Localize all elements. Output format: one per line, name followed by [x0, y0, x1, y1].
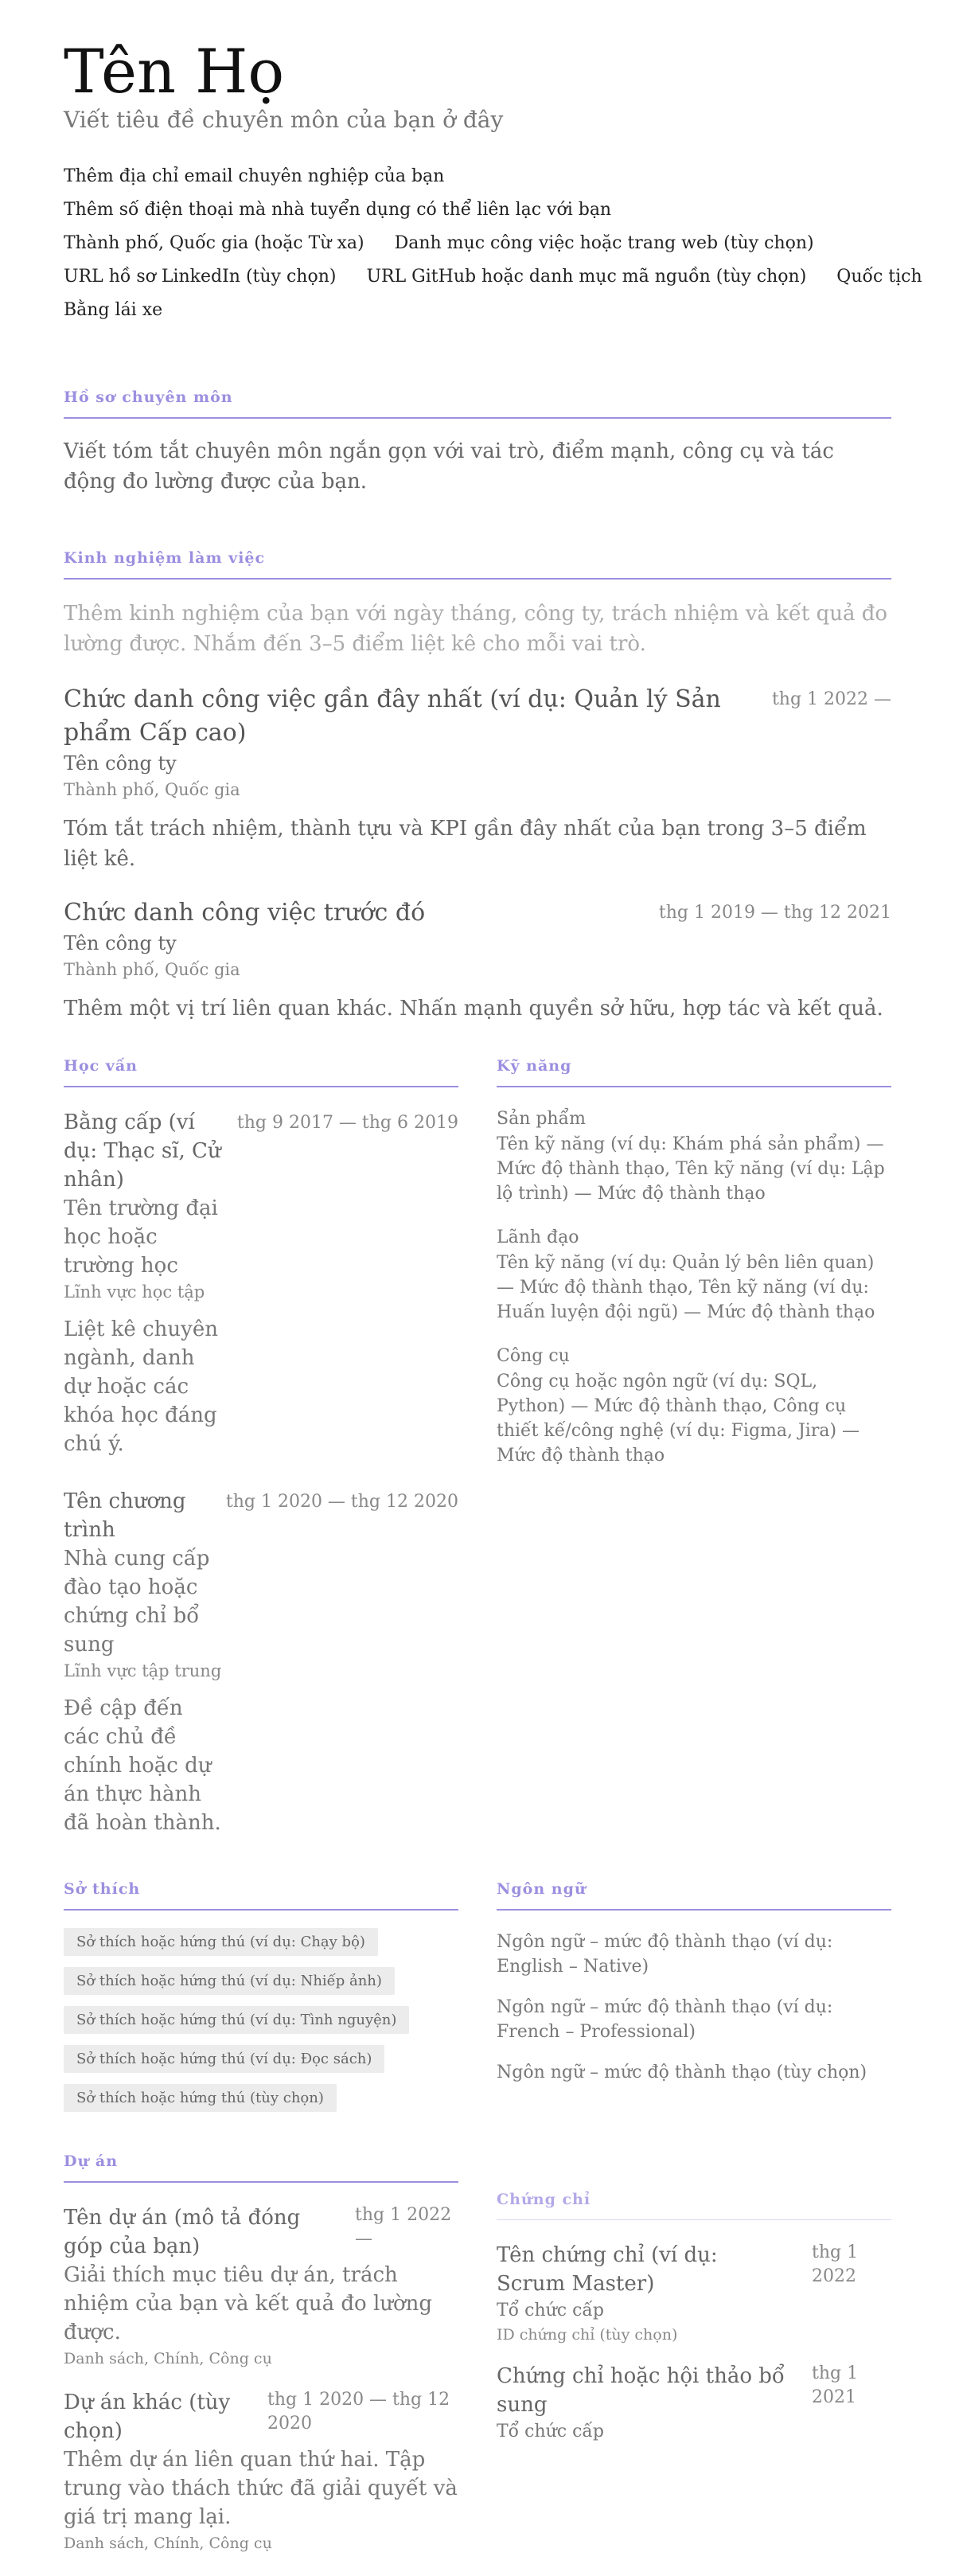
education-section [64, 1057, 458, 1837]
github: URL GitHub hoặc danh mục mã nguồn (tùy chọn) [366, 266, 807, 287]
certification-org: Tổ chức cấp [497, 2422, 604, 2441]
language-item: Ngôn ngữ – mức độ thành thạo (ví dụ: English – Native) [497, 1932, 833, 1977]
skill-list: Tên kỹ năng (ví dụ: Khám phá sản phẩm) — Mức độ thành thạo, Tên kỹ năng (ví dụ: Lập lộ trình) — Mức độ thành thạo [497, 1134, 885, 1204]
job-location: Thành phố, Quốc gia [64, 780, 240, 799]
project-item [64, 2388, 458, 2555]
skill-list: Công cụ hoặc ngôn ngữ (ví dụ: SQL, Python) — Mức độ thành thạo, Công cụ thiết kế/công nghệ (ví dụ: Figma, Jira) — Mức độ thành thạo [497, 1372, 860, 1466]
edu-field: Lĩnh vực học tập [64, 1282, 205, 1302]
experience-intro: Thêm kinh nghiệm của bạn với ngày tháng, công ty, trách nhiệm và kết quả đo lường được. Nhắm đến 3–5 điểm liệt kê cho mỗi vai trò. [64, 602, 888, 656]
email: Thêm địa chỉ email chuyên nghiệp của bạn [64, 166, 445, 186]
hobby-tag: Sở thích hoặc hứng thú (ví dụ: Tình nguyện) [64, 2006, 409, 2034]
certification-title: Chứng chỉ hoặc hội thảo bổ sung [497, 2364, 785, 2417]
hobby-tag: Sở thích hoặc hứng thú (ví dụ: Chạy bộ) [64, 1928, 378, 1956]
project-tech: Danh sách, Chính, Công cụ [64, 2535, 272, 2552]
certification-item [497, 2362, 891, 2445]
hobbies-section [64, 1880, 458, 2123]
section-title-experience: Kinh nghiệm làm việc [64, 549, 891, 580]
location: Thành phố, Quốc gia (hoặc Từ xa) [64, 232, 364, 253]
project-item [64, 2203, 458, 2371]
project-tech: Danh sách, Chính, Công cụ [64, 2350, 272, 2367]
section-title-skills: Kỹ năng [497, 1057, 891, 1087]
section-title-summary: Hồ sơ chuyên môn [64, 388, 891, 419]
headline: Viết tiêu đề chuyên môn của bạn ở đây [64, 106, 504, 133]
edu-field: Lĩnh vực tập trung [64, 1661, 222, 1680]
resume-header [64, 36, 922, 327]
portfolio: Danh mục công việc hoặc trang web (tùy chọn) [394, 232, 814, 253]
project-title: Tên dự án (mô tả đóng góp của bạn) [64, 2206, 301, 2258]
edu-description: Liệt kê chuyên ngành, danh dự hoặc các khóa học đáng chú ý. [64, 1317, 218, 1456]
summary-text: Viết tóm tắt chuyên môn ngắn gọn với vai trò, điểm mạnh, công cụ và tác động đo lường được của bạn. [64, 439, 834, 494]
section-title-languages: Ngôn ngữ [497, 1880, 891, 1911]
phone: Thêm số điện thoại mà nhà tuyển dụng có thể liên lạc với bạn [64, 199, 612, 220]
job-title: Chức danh công việc trước đó [64, 899, 426, 927]
language-item: Ngôn ngữ – mức độ thành thạo (tùy chọn) [497, 2063, 867, 2082]
hobby-tag: Sở thích hoặc hứng thú (tùy chọn) [64, 2084, 337, 2112]
skill-category: Sản phẩm [497, 1109, 586, 1129]
skill-group [497, 1225, 891, 1325]
education-item [64, 1487, 458, 1837]
skill-category: Lãnh đạo [497, 1228, 579, 1247]
language-item: Ngôn ngữ – mức độ thành thạo (ví dụ: French – Professional) [497, 1997, 833, 2042]
edu-date: thg 9 2017 — thg 6 2019 [236, 1113, 458, 1133]
section-title-education: Học vấn [64, 1057, 458, 1087]
job-item [64, 683, 891, 874]
certification-title: Tên chứng chỉ (ví dụ: Scrum Master) [497, 2243, 718, 2296]
certification-date: thg 1 2021 [812, 2363, 859, 2407]
job-company: Tên công ty [64, 752, 177, 775]
project-description: Giải thích mục tiêu dự án, trách nhiệm của bạn và kết quả đo lường được. [64, 2263, 433, 2344]
job-date: thg 1 2019 — thg 12 2021 [658, 903, 891, 923]
edu-description: Đề cập đến các chủ đề chính hoặc dự án thực hành đã hoàn thành. [64, 1696, 221, 1835]
hobby-tags [64, 1928, 458, 2123]
section-title-projects: Dự án [64, 2153, 458, 2183]
hobby-tag: Sở thích hoặc hứng thú (ví dụ: Đọc sách) [64, 2045, 384, 2073]
job-description: Thêm một vị trí liên quan khác. Nhấn mạnh quyền sở hữu, hợp tác và kết quả. [64, 997, 883, 1021]
skills-section [497, 1057, 891, 1468]
project-title: Dự án khác (tùy chọn) [64, 2391, 231, 2443]
certifications-section [497, 2191, 891, 2445]
edu-degree: Bằng cấp (ví dụ: Thạc sĩ, Cử nhân) [64, 1110, 221, 1192]
linkedin: URL hồ sơ LinkedIn (tùy chọn) [64, 266, 337, 287]
job-location: Thành phố, Quốc gia [64, 960, 240, 979]
experience-section [64, 549, 891, 1024]
job-description: Tóm tắt trách nhiệm, thành tựu và KPI gần đây nhất của bạn trong 3–5 điểm liệt kê. [64, 817, 867, 871]
section-title-certifications: Chứng chỉ [497, 2191, 891, 2220]
skill-group [497, 1344, 891, 1468]
certification-org: Tổ chức cấp [497, 2301, 604, 2320]
job-company: Tên công ty [64, 932, 177, 954]
skill-list: Tên kỹ năng (ví dụ: Quản lý bên liên quan) — Mức độ thành thạo, Tên kỹ năng (ví dụ: Huấn luyện đội ngũ) — Mức độ thành thạo [497, 1253, 875, 1322]
job-item [64, 896, 891, 1024]
project-date: thg 1 2020 — thg 12 2020 [267, 2390, 450, 2434]
edu-degree: Tên chương trình [64, 1489, 186, 1542]
education-item [64, 1108, 458, 1458]
edu-date: thg 1 2020 — thg 12 2020 [225, 1492, 458, 1512]
section-title-hobbies: Sở thích [64, 1880, 458, 1911]
certification-date: thg 1 2022 [812, 2242, 859, 2286]
hobby-tag: Sở thích hoặc hứng thú (ví dụ: Nhiếp ảnh) [64, 1967, 395, 1995]
edu-school: Tên trường đại học hoặc trường học [64, 1196, 218, 1278]
full-name: Tên Họ [64, 36, 285, 107]
skill-group [497, 1107, 891, 1206]
certification-item [497, 2241, 891, 2346]
project-date: thg 1 2022 — [355, 2205, 452, 2249]
edu-school: Nhà cung cấp đào tạo hoặc chứng chỉ bổ sung [64, 1547, 210, 1657]
job-title: Chức danh công việc gần đây nhất (ví dụ: Quản lý Sản phẩm Cấp cao) [64, 685, 721, 747]
languages-section [497, 1880, 891, 2085]
project-description: Thêm dự án liên quan thứ hai. Tập trung vào thách thức đã giải quyết và giá trị mang lại. [64, 2448, 458, 2529]
contact-info [64, 160, 922, 327]
projects-section [64, 2153, 458, 2555]
summary-section [64, 388, 891, 497]
nationality: Quốc tịch [836, 266, 922, 287]
certification-id: ID chứng chỉ (tùy chọn) [497, 2326, 678, 2344]
driving-license: Bằng lái xe [64, 299, 163, 320]
job-date: thg 1 2022 — [771, 689, 891, 709]
skill-category: Công cụ [497, 1346, 570, 1366]
